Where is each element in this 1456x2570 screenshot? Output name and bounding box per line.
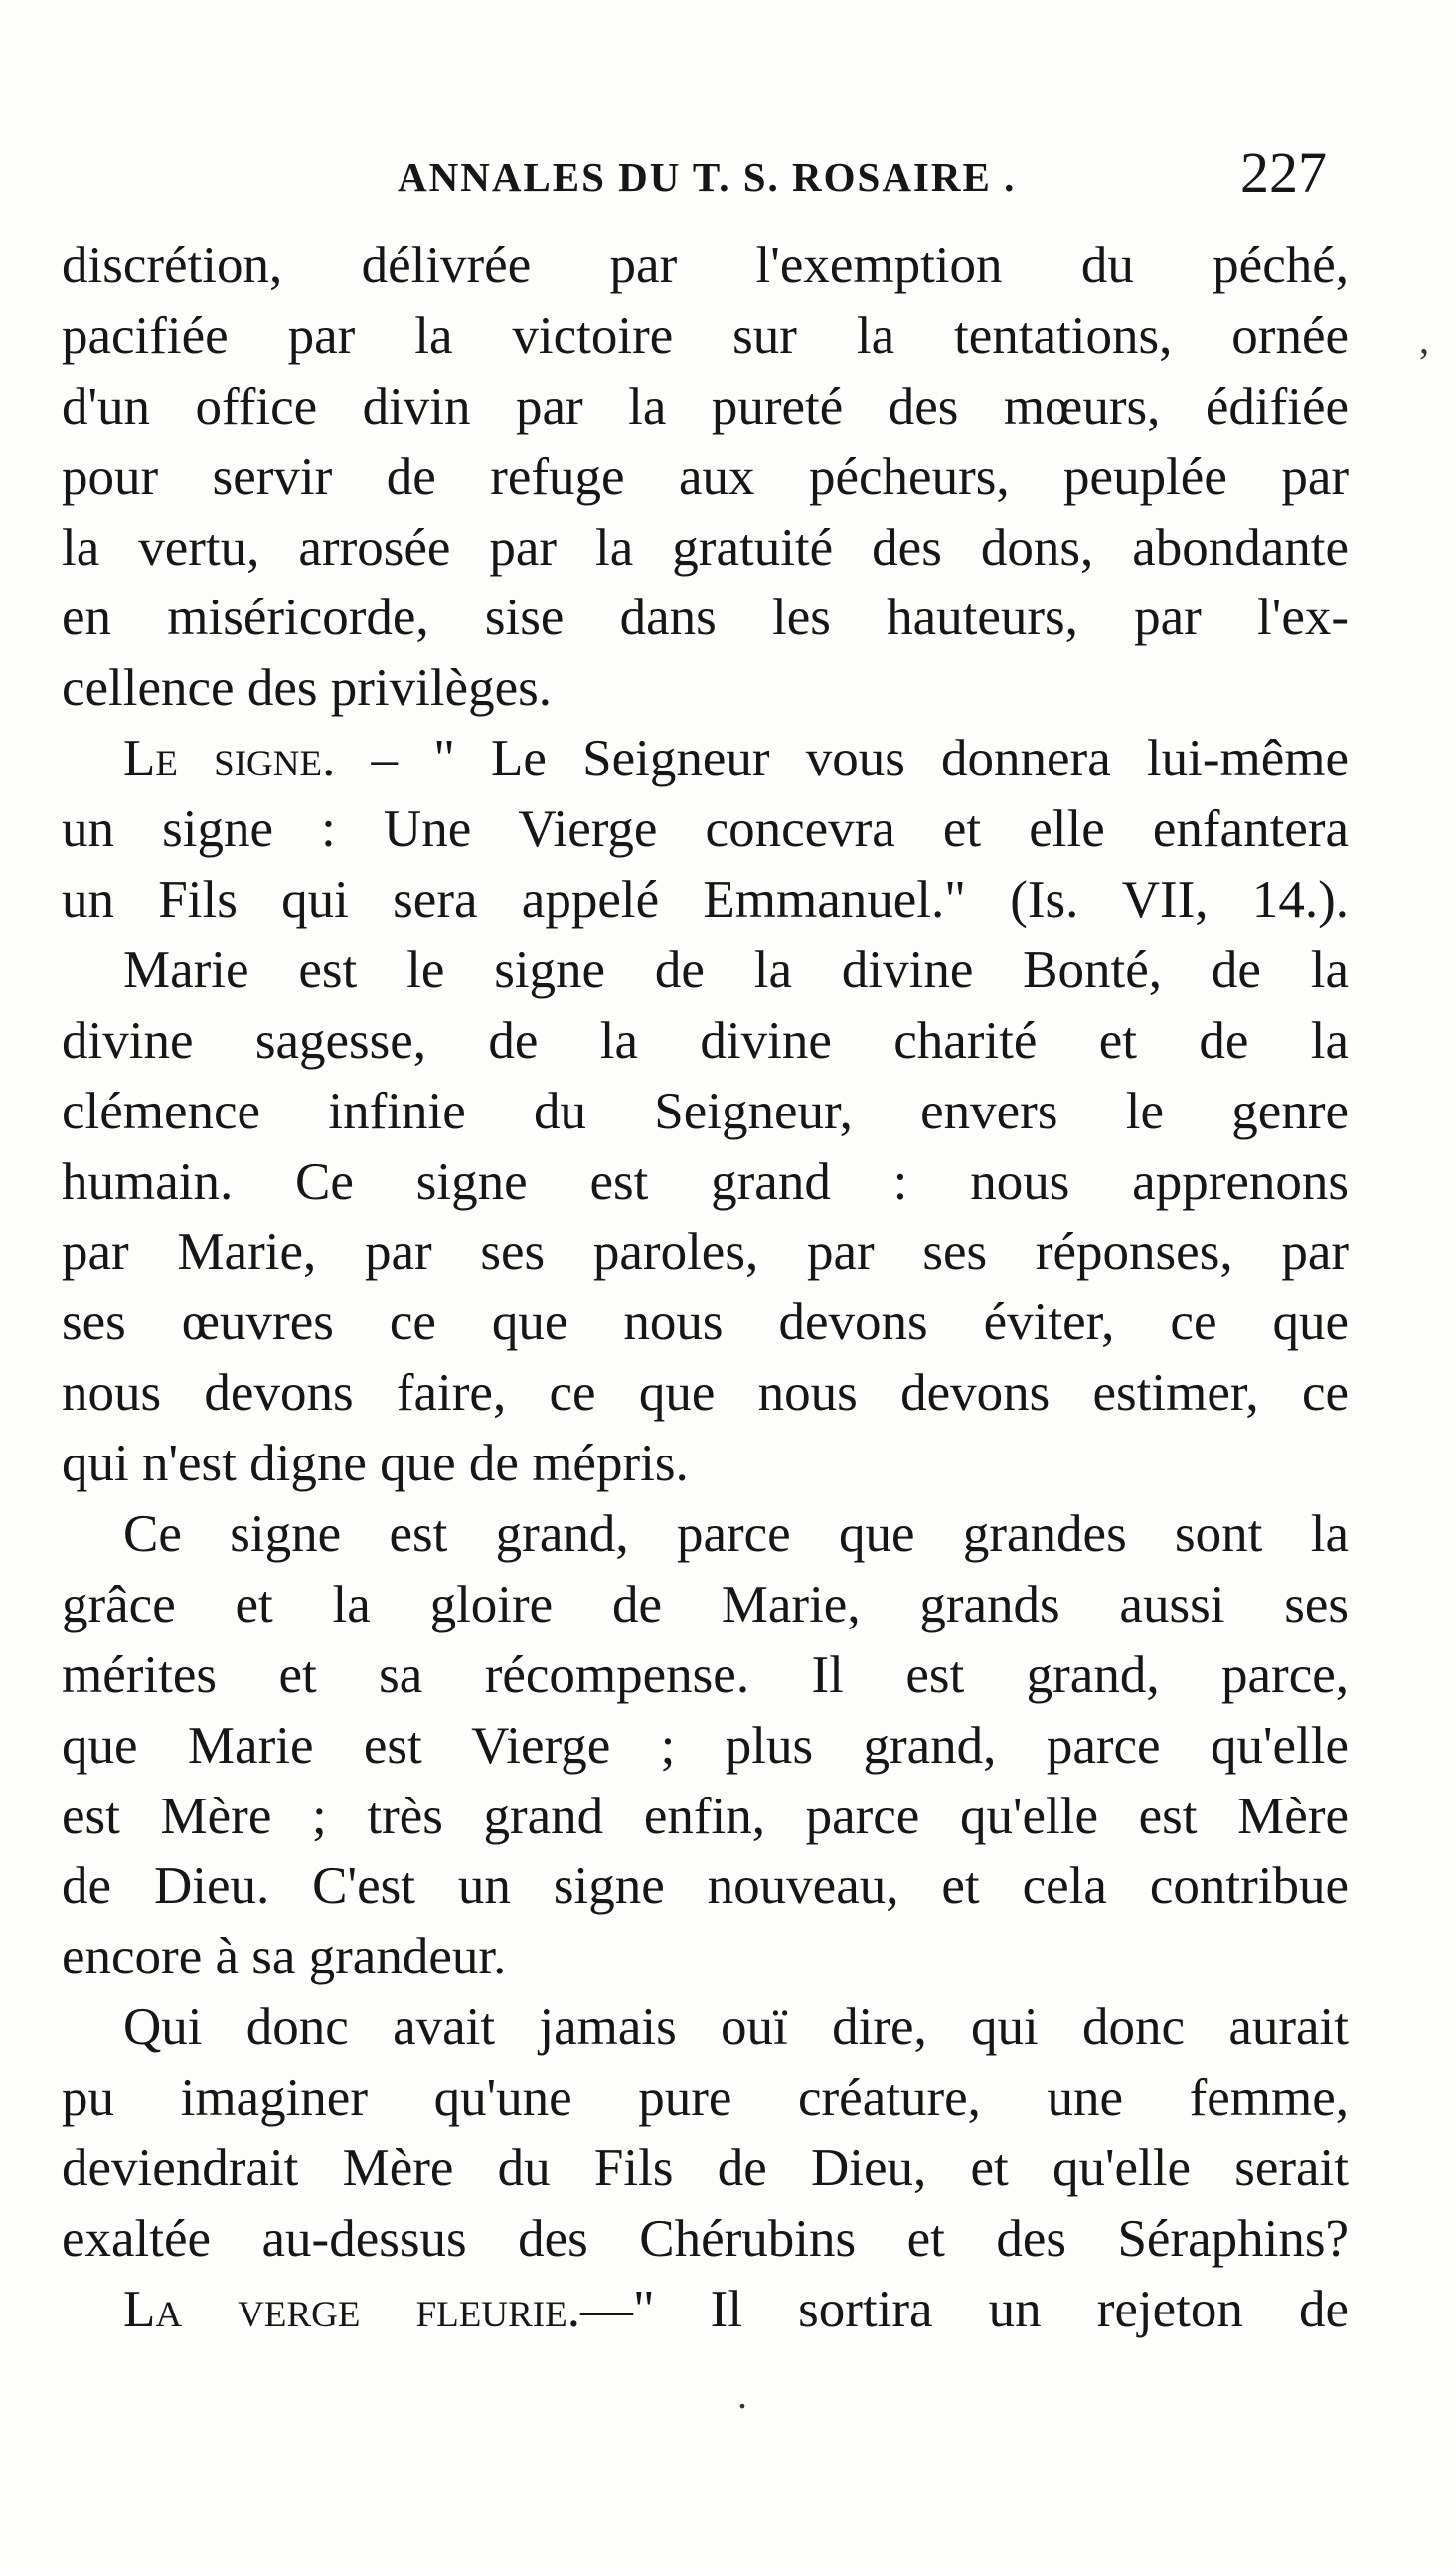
text-line xyxy=(62,724,1349,794)
text-line: cellence des privilèges. xyxy=(62,659,552,718)
text-line: de Dieu. C'est un signe nouveau, et cela contribue xyxy=(62,1857,1349,1916)
text-line: Marie est le signe de la divine Bonté, de la xyxy=(123,941,1349,999)
text-line-remainder: —" Il sortira un rejeton de xyxy=(579,2280,1349,2338)
running-header xyxy=(70,139,1367,209)
print-speck: . xyxy=(737,2372,747,2417)
text-line: Ce signe est grand, parce que grandes sont la xyxy=(123,1505,1349,1564)
text-line: en miséricorde, sise dans les hauteurs, par l'ex- xyxy=(62,589,1349,647)
body-text xyxy=(62,231,1349,2345)
text-line: d'un office divin par la pureté des mœurs, édifiée xyxy=(62,377,1349,435)
text-line: clémence infinie du Seigneur, envers le genre xyxy=(62,1082,1349,1140)
text-line: que Marie est Vierge ; plus grand, parce qu'elle xyxy=(62,1716,1349,1775)
text-line: est Mère ; très grand enfin, parce qu'elle est Mère xyxy=(62,1787,1349,1845)
text-line: Qui donc avait jamais ouï dire, qui donc aurait xyxy=(123,1998,1349,2057)
section-lead-le-signe: Le signe. xyxy=(123,730,336,788)
text-line: pour servir de refuge aux pécheurs, peuplée par xyxy=(62,447,1349,506)
section-lead-la-verge-fleurie: La verge fleurie. xyxy=(123,2280,580,2338)
text-line: deviendrait Mère du Fils de Dieu, et qu'elle serait xyxy=(62,2140,1349,2198)
print-speck: , xyxy=(1419,317,1429,362)
text-line: discrétion, délivrée par l'exemption du péché, xyxy=(62,237,1349,294)
text-line: exaltée au-dessus des Chérubins et des Séraphins? xyxy=(62,2209,1349,2268)
text-line: la vertu, arrosée par la gratuité des dons, abondante xyxy=(62,518,1349,577)
text-line: nous devons faire, ce que nous devons estimer, ce xyxy=(62,1364,1349,1423)
page-number: 227 xyxy=(1240,140,1327,205)
running-title: ANNALES DU T. S. ROSAIRE . xyxy=(398,154,1017,200)
text-line: pacifiée par la victoire sur la tentations, ornée xyxy=(62,306,1349,365)
text-line: encore à sa grandeur. xyxy=(62,1928,507,1986)
text-line: mérites et sa récompense. Il est grand, parce, xyxy=(62,1645,1349,1704)
text-line: divine sagesse, de la divine charité et de la xyxy=(62,1011,1349,1070)
text-line: grâce et la gloire de Marie, grands aussi ses xyxy=(62,1575,1349,1633)
text-line: un signe : Une Vierge concevra et elle enfantera xyxy=(62,800,1349,859)
text-line: humain. Ce signe est grand : nous apprenons xyxy=(62,1152,1349,1211)
text-line: par Marie, par ses paroles, par ses réponses, par xyxy=(62,1223,1349,1282)
text-line: pu imaginer qu'une pure créature, une femme, xyxy=(62,2069,1349,2128)
text-line: qui n'est digne que de mépris. xyxy=(62,1435,689,1493)
text-line-remainder: – " Le Seigneur vous donnera lui-même xyxy=(335,730,1349,788)
text-line xyxy=(62,2275,1349,2345)
text-line: ses œuvres ce que nous devons éviter, ce que xyxy=(62,1293,1349,1352)
text-line: un Fils qui sera appelé Emmanuel." (Is. VII, 14.). xyxy=(62,871,1349,930)
